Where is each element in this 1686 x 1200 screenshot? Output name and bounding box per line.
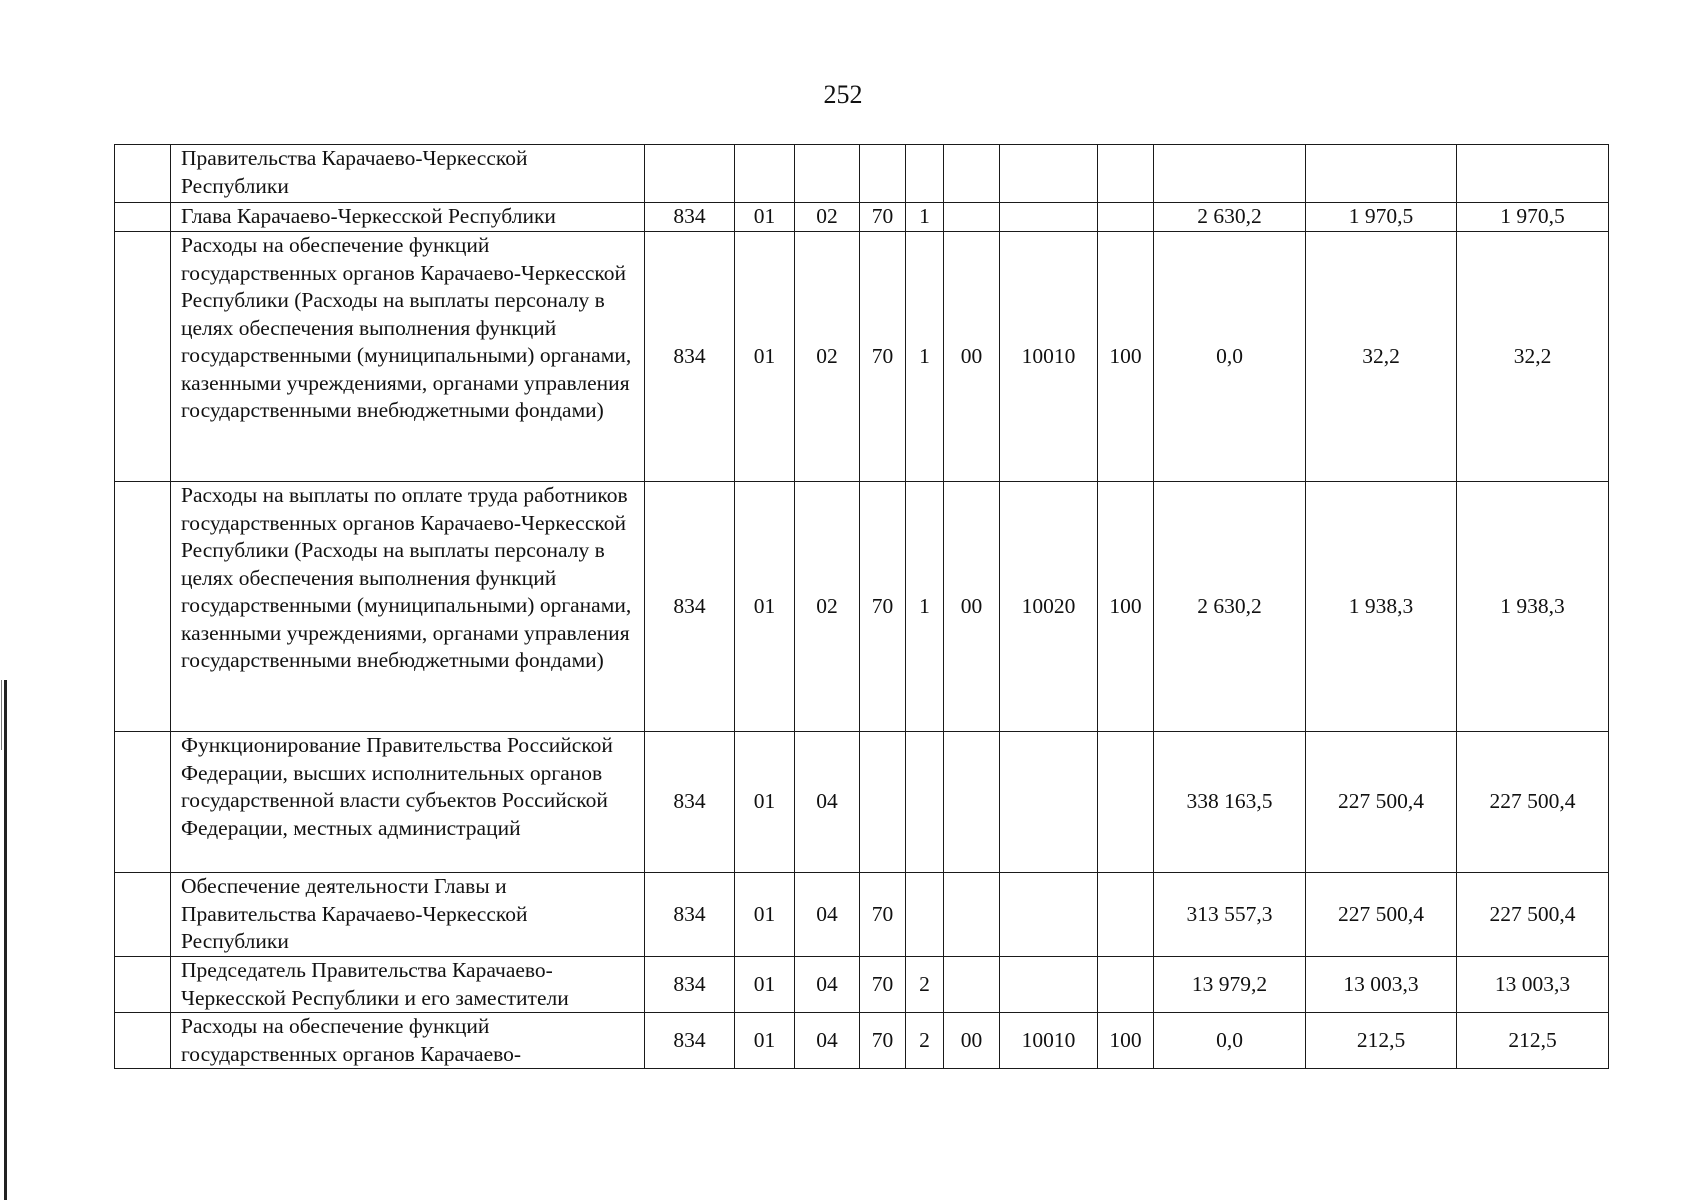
sum-3 [1457,145,1609,203]
vr-code: 100 [1098,232,1154,482]
vr-code [1098,732,1154,873]
table-row [115,145,1609,203]
table-row [115,482,1609,732]
row-name: Обеспечение деятельности Главы и Правительства Карачаево-Черкесской Республики [171,873,645,957]
cs-main-activity [944,873,1000,957]
cs-subprogram [906,873,944,957]
rz-code: 01 [735,232,795,482]
cs-subprogram: 1 [906,482,944,732]
cs-direction: 10010 [1000,1013,1098,1069]
ved-code: 834 [645,232,735,482]
sum-3: 212,5 [1457,1013,1609,1069]
cs-direction: 10010 [1000,232,1098,482]
sum-3: 13 003,3 [1457,957,1609,1013]
table-row [115,1013,1609,1069]
cs-subprogram [906,145,944,203]
sum-3: 1 938,3 [1457,482,1609,732]
table-row [115,732,1609,873]
rz-code: 01 [735,1013,795,1069]
table-row [115,873,1609,957]
sum-2: 1 970,5 [1306,203,1457,232]
sum-3: 227 500,4 [1457,732,1609,873]
pr-code: 02 [795,203,860,232]
sum-3: 227 500,4 [1457,873,1609,957]
cs-direction [1000,873,1098,957]
ved-code: 834 [645,482,735,732]
rz-code: 01 [735,732,795,873]
cs-program [860,145,906,203]
cs-main-activity: 00 [944,1013,1000,1069]
cs-subprogram: 1 [906,232,944,482]
sum-1: 2 630,2 [1154,203,1306,232]
sum-1: 0,0 [1154,1013,1306,1069]
pr-code: 04 [795,1013,860,1069]
vr-code: 100 [1098,482,1154,732]
sum-1: 0,0 [1154,232,1306,482]
cs-program [860,732,906,873]
sum-3: 1 970,5 [1457,203,1609,232]
row-number-cell [115,1013,171,1069]
row-number-cell [115,957,171,1013]
table-row [115,957,1609,1013]
rz-code [735,145,795,203]
ved-code: 834 [645,1013,735,1069]
ved-code: 834 [645,873,735,957]
row-number-cell [115,203,171,232]
scan-binding-edge [4,680,7,1200]
cs-main-activity [944,957,1000,1013]
vr-code [1098,957,1154,1013]
row-name: Расходы на выплаты по оплате труда работников государственных органов Карачаево-Черкесской Республики (Расходы на выплаты персоналу в целях обеспечения выполнения функций государственными (муниципальными) органами, казенными учреждениями, органами управления государственными внебюджетными фондами) [171,482,645,732]
row-number-cell [115,873,171,957]
row-name: Правительства Карачаево-Черкесской Республики [171,145,645,203]
page-number: 252 [823,80,863,109]
rz-code: 01 [735,203,795,232]
pr-code: 02 [795,232,860,482]
ved-code: 834 [645,957,735,1013]
sum-2 [1306,145,1457,203]
sum-1 [1154,145,1306,203]
scan-binding-mark [1,680,2,750]
cs-main-activity [944,732,1000,873]
ved-code: 834 [645,203,735,232]
sum-2: 1 938,3 [1306,482,1457,732]
cs-direction [1000,203,1098,232]
cs-program: 70 [860,1013,906,1069]
cs-direction [1000,732,1098,873]
sum-3: 32,2 [1457,232,1609,482]
pr-code: 02 [795,482,860,732]
cs-direction [1000,957,1098,1013]
vr-code [1098,203,1154,232]
pr-code: 04 [795,957,860,1013]
cs-program: 70 [860,873,906,957]
ved-code: 834 [645,732,735,873]
cs-subprogram: 1 [906,203,944,232]
sum-1: 338 163,5 [1154,732,1306,873]
pr-code: 04 [795,732,860,873]
cs-main-activity: 00 [944,232,1000,482]
cs-program: 70 [860,482,906,732]
rz-code: 01 [735,873,795,957]
vr-code: 100 [1098,1013,1154,1069]
cs-main-activity [944,145,1000,203]
cs-subprogram: 2 [906,957,944,1013]
row-number-cell [115,145,171,203]
row-name: Расходы на обеспечение функций государственных органов Карачаево-Черкесской Республики (Расходы на выплаты персоналу в целях обеспечения выполнения функций государственными (муниципальными) органами, казенными учреждениями, органами управления государственными внебюджетными фондами) [171,232,645,482]
cs-main-activity: 00 [944,482,1000,732]
sum-2: 212,5 [1306,1013,1457,1069]
vr-code [1098,145,1154,203]
sum-1: 2 630,2 [1154,482,1306,732]
ved-code [645,145,735,203]
sum-1: 13 979,2 [1154,957,1306,1013]
rz-code: 01 [735,957,795,1013]
cs-program: 70 [860,232,906,482]
cs-subprogram: 2 [906,1013,944,1069]
row-name: Функционирование Правительства Российской Федерации, высших исполнительных органов государственной власти субъектов Российской Федерации, местных администраций [171,732,645,873]
table-row [115,203,1609,232]
pr-code: 04 [795,873,860,957]
row-name: Глава Карачаево-Черкесской Республики [171,203,645,232]
row-number-cell [115,232,171,482]
row-name: Председатель Правительства Карачаево-Черкесской Республики и его заместители [171,957,645,1013]
pr-code [795,145,860,203]
row-number-cell [115,482,171,732]
table-row [115,232,1609,482]
cs-subprogram [906,732,944,873]
vr-code [1098,873,1154,957]
budget-table [114,144,1609,1069]
cs-main-activity [944,203,1000,232]
cs-program: 70 [860,957,906,1013]
sum-2: 32,2 [1306,232,1457,482]
cs-direction [1000,145,1098,203]
cs-direction: 10020 [1000,482,1098,732]
row-number-cell [115,732,171,873]
sum-2: 227 500,4 [1306,873,1457,957]
cs-program: 70 [860,203,906,232]
sum-2: 13 003,3 [1306,957,1457,1013]
sum-2: 227 500,4 [1306,732,1457,873]
rz-code: 01 [735,482,795,732]
row-name: Расходы на обеспечение функций государственных органов Карачаево- [171,1013,645,1069]
sum-1: 313 557,3 [1154,873,1306,957]
